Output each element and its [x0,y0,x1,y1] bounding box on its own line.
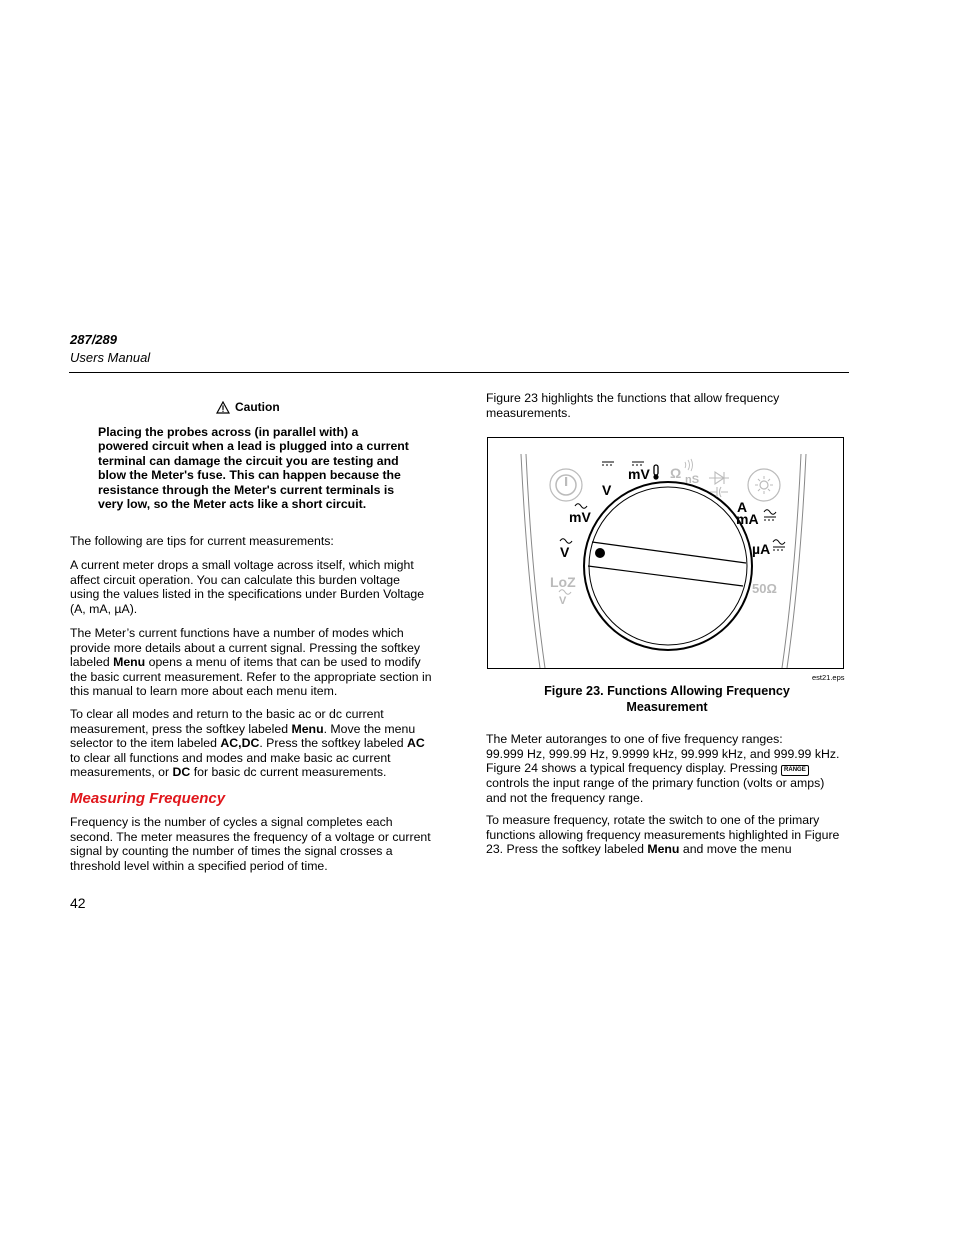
rotary-switch-diagram [488,438,843,668]
rotary-switch-figure [487,437,844,669]
measure-frequency-paragraph: To measure frequency, rotate the switch to one of the primary functions allowing frequency measurements highlighted in Figure 23. Press the softkey labeled Menu and move the menu [486,813,840,856]
backlight-icon [748,469,780,501]
tips-intro: The following are tips for current measurements: [70,534,334,548]
caution-heading [216,400,280,414]
autorange-paragraph: The Meter autoranges to one of five frequency ranges: 99.999 Hz, 999.99 Hz, 9.9999 kHz, 99.999 kHz, and 999.99 kHz. Figure 24 shows a typical frequency display. Pressing RANGE controls the input range of the primary function (volts or amps) and not the frequency range. [486,732,840,805]
dial-label-low-impedance: LoZ [550,574,576,590]
dial-label-ohms: Ω [670,465,682,481]
dial-label-nanosiemens: nS [685,474,700,486]
figure-caption: Figure 23. Functions Allowing Frequency Measurement [544,684,790,714]
figure-intro: Figure 23 highlights the functions that allow frequency measurements. [486,391,780,420]
page-number: 42 [70,895,86,911]
caution-text: Placing the probes across (in parallel with) a powered circuit when a lead is plugged into a current terminal can damage the circuit you are testing and blow the Meter's fuse. This can happen because the resistance through the Meter's current terminals is very low, so the Meter acts like a short circuit. [98,425,409,512]
warning-triangle-icon [216,401,230,414]
diode-icon [709,472,729,484]
dial-label-ac-millivolts: mV [569,509,591,525]
clear-modes-paragraph: To clear all modes and return to the basic ac or dc current measurement, press the softkey labeled Menu. Move the menu selector to the item labeled AC,DC. Press the softkey labeled AC to clear all functions and modes and make basic ac current measurements, or DC for basic dc current measurements. [70,707,425,779]
burden-voltage-paragraph: A current meter drops a small voltage across itself, which might affect circuit operation. You can calculate this burden voltage using the values listed in the specifications under Burden Voltage (A, mA, µA). [70,558,425,616]
range-key-icon: RANGE [781,765,809,776]
power-off-icon [550,469,582,501]
manual-model: 287/289 [70,332,117,347]
selector-pointer [595,548,605,558]
frequency-definition-paragraph: Frequency is the number of cycles a signal completes each second. The meter measures the frequency of a voltage or current signal by counting the number of times the signal crosses a threshold level within a specified period of time. [70,815,431,873]
figure-filename: est21.eps [812,673,845,682]
dial-label-microamps: µA [752,541,771,557]
dial-label-milliamps: mA [736,511,759,527]
dial-label-ac-volts: V [560,544,570,560]
section-title: Measuring Frequency [70,790,226,807]
header-divider [69,372,849,373]
caution-label: Caution [235,400,280,414]
manual-subtitle: Users Manual [70,350,151,365]
current-modes-paragraph: The Meter’s current functions have a number of modes which provide more details about a current signal. Pressing the softkey labeled Menu opens a menu of items that can be used to modify the basic current measurement. Refer to the appropriate section in this manual to learn more about each menu item. [70,626,432,698]
dial-label-low-impedance-volts: V [559,595,567,607]
dial-label-dc-volts: V [602,482,612,498]
dial-label-fifty-ohm: 50Ω [752,581,777,596]
dial-label-dc-millivolts: mV [628,466,650,482]
dial-label-amps: A [737,499,748,515]
continuity-icon [685,459,693,471]
thermometer-icon [653,465,658,480]
